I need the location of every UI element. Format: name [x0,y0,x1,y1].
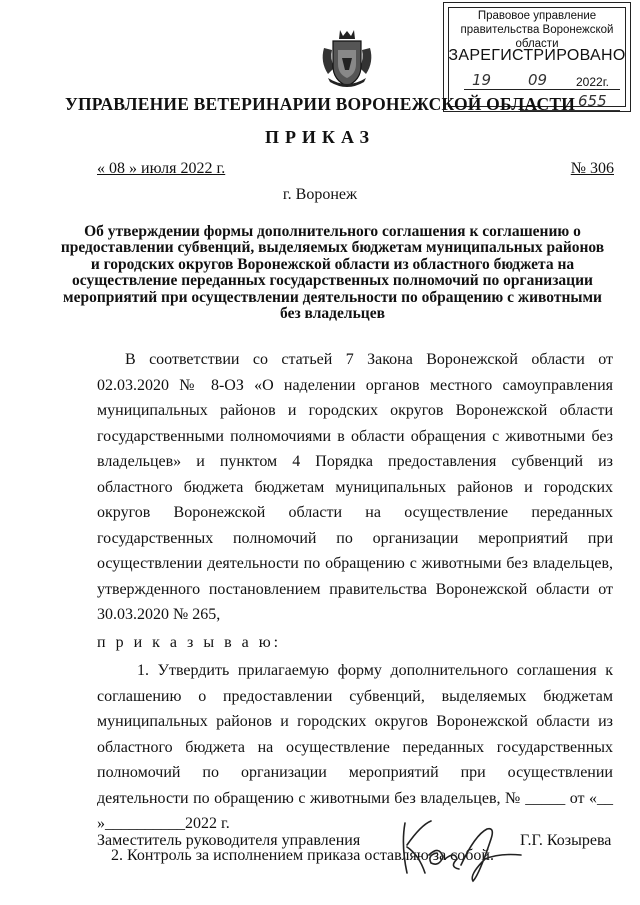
signer-name: Г.Г. Козырева [520,832,612,849]
coat-of-arms-icon [318,28,376,90]
registration-number-line [520,110,620,111]
stamp-month: 09 [528,71,548,89]
order-item-2: 2. Контроль за исполнением приказа оставляю за собой. [111,846,494,864]
document-number: № 306 [570,160,614,177]
signer-position: Заместитель руководителя управления [97,832,361,849]
stamp-organization: Правовое управление правительства Воронежской области [460,10,614,50]
document-type: ПРИКАЗ [264,127,376,147]
stamp-year: 2022г. [576,75,609,89]
document-city: г. Воронеж [282,186,358,203]
handwritten-signature-icon [395,815,525,885]
stamp-status: ЗАРЕГИСТРИРОВАНО [448,47,626,64]
stamp-date-line [464,89,620,90]
organization-title: УПРАВЛЕНИЕ ВЕТЕРИНАРИИ ВОРОНЕЖСКОЙ ОБЛАСТИ [64,94,576,114]
order-word: п р и к а з ы в а ю: [97,633,282,651]
document-body [97,347,613,868]
document-date: « 08 » июля 2022 г. [97,160,226,177]
order-item-1: 1. Утвердить прилагаемую форму дополнительного соглашения к соглашению о предоставлении субвенций, выделяемых бюджетам муниципальных районов и городских округов Воронежской области из областного бюджета на осуществление переданных государственных полномочий по организации мероприятий при осуществлении деятельности по обращению с животными без владельцев, № _____ от «__ »__________2022 г. [97,662,613,832]
preamble-paragraph: В соответствии со статьей 7 Закона Воронежской области от 02.03.2020 № 8-ОЗ «О наделении органов местного самоуправления муниципальных районов и городских округов Воронежской области государственными полномочиями в области обращения с животными без владельцев» и пунктом 4 Порядка предоставления субвенций из областного бюджета бюджетам муниципальных районов и городских округов Воронежской области на осуществление переданных государственных полномочий по организации мероприятий при осуществлении деятельности по обращению с животными без владельцев, утвержденного постановлением правительства Воронежской области от 30.03.2020 № 265, [97,351,613,623]
stamp-registration-number: 655 [578,92,607,110]
stamp-day: 19 [472,71,492,89]
document-subject: Об утверждении формы дополнительного соглашения к соглашению о предоставлении субвенций, выделяемых бюджетам муниципальных районов и городских округов Воронежской области из областного бюджета на осуществление переданных государственных полномочий по организации мероприятий при осуществлении деятельности по обращению с животными без владельцев [60,223,605,323]
